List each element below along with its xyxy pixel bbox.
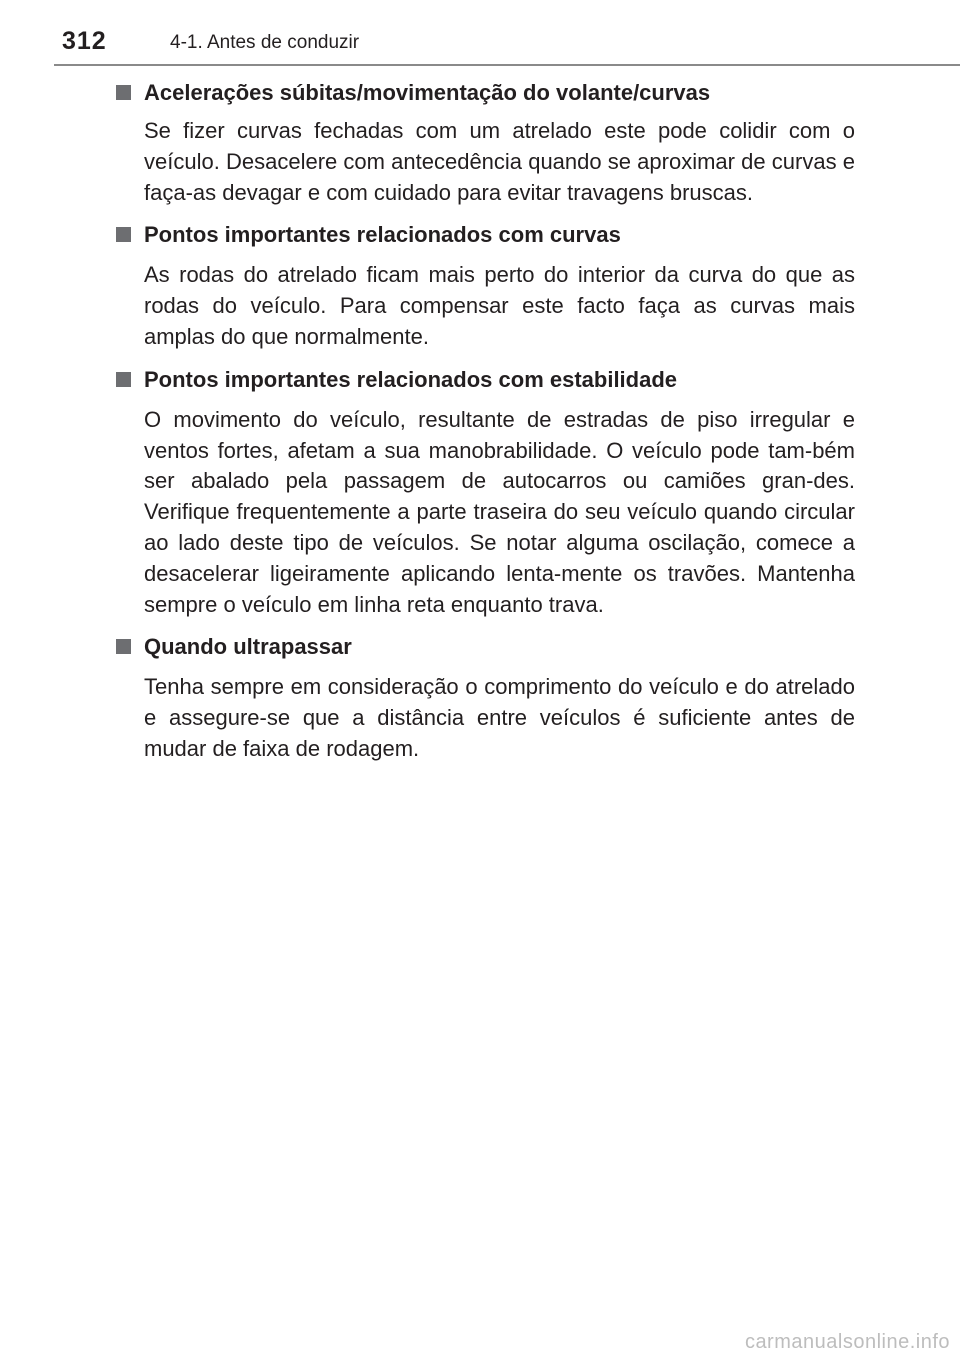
page-content (114, 78, 855, 765)
section-body: Se fizer curvas fechadas com um atrelado este pode colidir com o veículo. Desacelere com antecedência quando se aproximar de curvas e faça-as devagar e com cuidado para evitar travagens bruscas. (144, 118, 855, 205)
section-heading-text: Pontos importantes relacionados com estabilidade (144, 366, 678, 392)
section-heading-text: Pontos importantes relacionados com curvas (144, 222, 621, 248)
section-body: O movimento do veículo, resultante de estradas de piso irregular e ventos fortes, afetam a sua manobrabilidade. O veículo pode tam-bém ser abalado pela passagem de autocarros ou camiões gran-des. Verifique frequentemente a parte traseira do seu veículo quando circular ao lado deste tipo de veículos. Se notar alguma oscilação, comece a desacelerar ligeiramente aplicando lenta-mente os travões. Mantenha sempre o veículo em linha reta enquanto trava. (144, 406, 855, 617)
section-heading (114, 78, 855, 108)
square-bullet-icon (116, 372, 131, 387)
header-divider (54, 64, 960, 66)
section-heading (114, 365, 855, 395)
page-number: 312 (62, 27, 107, 55)
section-curves (114, 220, 855, 352)
section-title: 4-1. Antes de conduzir (170, 32, 360, 53)
watermark-text: carmanualsonline.info (744, 1331, 950, 1353)
section-stability (114, 365, 855, 621)
square-bullet-icon (116, 639, 131, 654)
section-sudden-maneuvers (114, 78, 855, 208)
section-body: As rodas do atrelado ficam mais perto do interior da curva do que as rodas do veículo. Para compensar este facto faça as curvas mais amplas do que normalmente. (144, 262, 855, 349)
section-body: Tenha sempre em consideração o comprimento do veículo e do atrelado e assegure-se que a distância entre veículos é suficiente antes de mudar de faixa de rodagem. (144, 674, 855, 761)
section-heading (114, 632, 855, 662)
section-heading (114, 220, 855, 250)
section-overtaking (114, 632, 855, 764)
section-heading-text: Quando ultrapassar (144, 634, 352, 660)
square-bullet-icon (116, 85, 131, 100)
section-heading-text: Acelerações súbitas/movimentação do volante/curvas (144, 80, 711, 105)
page-header (0, 0, 960, 66)
square-bullet-icon (116, 227, 131, 242)
